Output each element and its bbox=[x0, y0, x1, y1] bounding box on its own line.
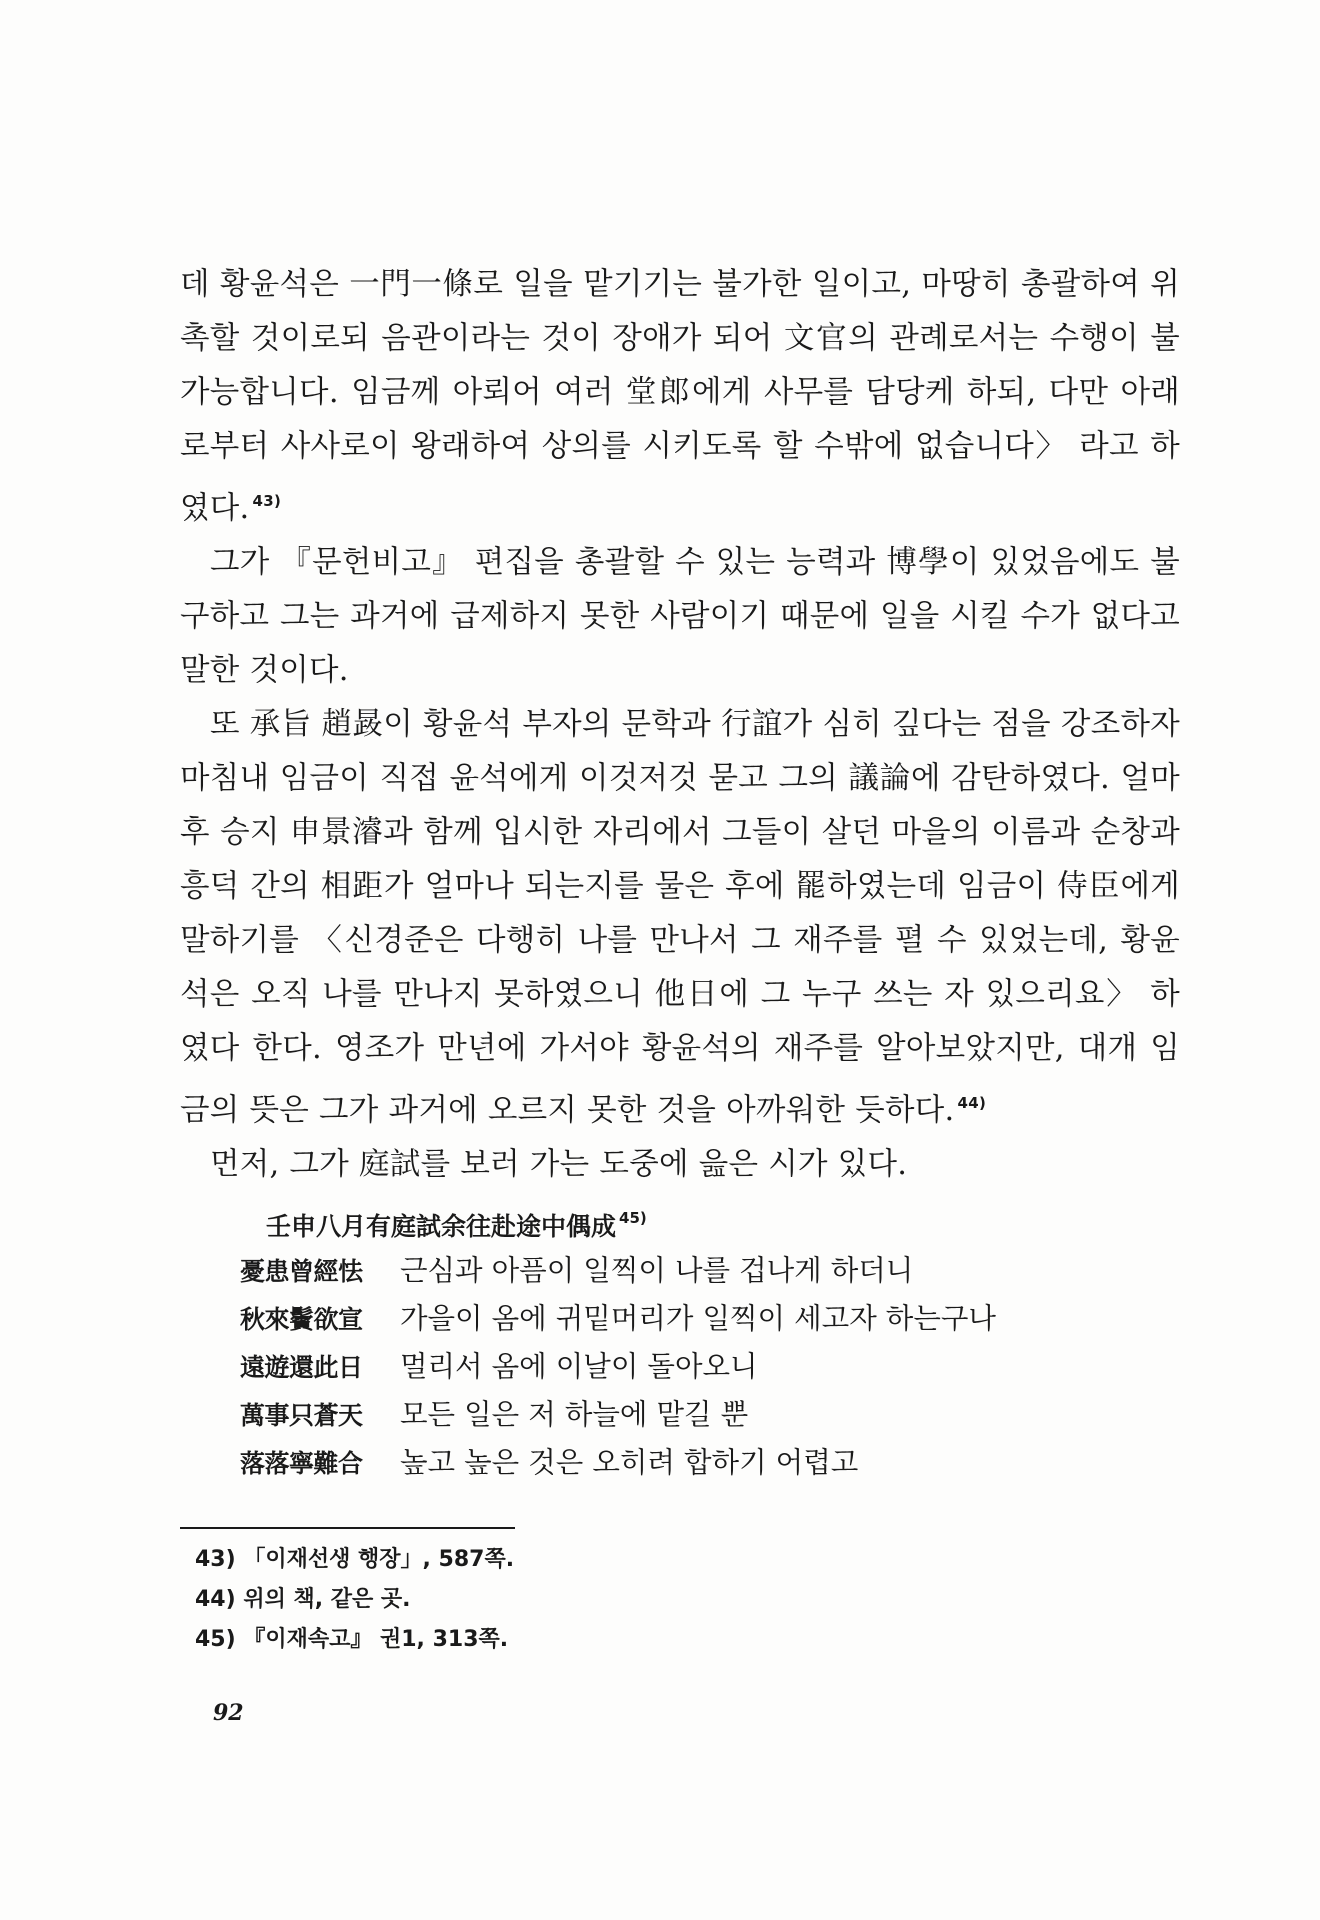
footnote-45: 45) 『이재속고』 권1, 313쪽. bbox=[195, 1627, 509, 1652]
paragraph-1 bbox=[180, 258, 1180, 536]
poem bbox=[240, 1198, 1060, 1487]
poem-line-korean: 가을이 옴에 귀밑머리가 일찍이 세고자 하는구나 bbox=[400, 1302, 996, 1335]
poem-line-hanja: 秋來鬢欲宣 bbox=[240, 1305, 363, 1334]
footnote-43: 43) 「이재선생 행장」, 587쪽. bbox=[195, 1547, 515, 1572]
footnotes bbox=[195, 1540, 895, 1660]
paragraph-3 bbox=[180, 698, 1180, 1138]
footnote-ref-43: 43) bbox=[252, 492, 282, 510]
page-number: 92 bbox=[213, 1700, 244, 1726]
footnote-ref-44: 44) bbox=[957, 1094, 987, 1112]
poem-line-hanja: 遠遊還此日 bbox=[240, 1353, 363, 1382]
poem-line-korean: 높고 높은 것은 오히려 합하기 어렵고 bbox=[400, 1446, 859, 1479]
poem-line-hanja: 落落寧難合 bbox=[240, 1449, 363, 1478]
poem-line-korean: 멀리서 옴에 이날이 돌아오니 bbox=[400, 1350, 758, 1383]
footnote-ref-45: 45) bbox=[619, 1209, 647, 1227]
poem-line bbox=[240, 1247, 1060, 1295]
footnote-44: 44) 위의 책, 같은 곳. bbox=[195, 1587, 411, 1612]
paragraph-1-text: 데 황윤석은 一門一條로 일을 맡기기는 불가한 일이고, 마땅히 총괄하여 위촉할 것이로되 음관이라는 것이 장애가 되어 文官의 관례로서는 수행이 불가능합니다. 임금께 아뢰어 여러 堂郎에게 사무를 담당케 하되, 다만 아래로부터 사사로이 왕래하여 상의를 시키도록 할 수밖에 없습니다〉 라고 하였다. bbox=[180, 267, 1180, 526]
poem-line-hanja: 萬事只蒼天 bbox=[240, 1401, 363, 1430]
poem-line-korean: 근심과 아픔이 일찍이 나를 겁나게 하더니 bbox=[400, 1254, 914, 1287]
poem-line bbox=[240, 1295, 1060, 1343]
poem-line bbox=[240, 1391, 1060, 1439]
poem-line bbox=[240, 1343, 1060, 1391]
poem-title-text: 壬申八月有庭試余往赴途中偶成 bbox=[266, 1212, 617, 1241]
paragraph-3-text: 또 承旨 趙晸이 황윤석 부자의 문학과 行誼가 심히 깊다는 점을 강조하자 마침내 임금이 직접 윤석에게 이것저것 묻고 그의 議論에 감탄하였다. 얼마 후 승지 申景濬과 함께 입시한 자리에서 그들이 살던 마을의 이름과 순창과 흥덕 간의 相距가 얼마나 되는지를 물은 후에 罷하였는데 임금이 侍臣에게 말하기를 〈신경준은 다행히 나를 만나서 그 재주를 펼 수 있었는데, 황윤석은 오직 나를 만나지 못하였으니 他日에 그 누구 쓰는 자 있으리요〉 하였다 한다. 영조가 만년에 가서야 황윤석의 재주를 알아보았지만, 대개 임금의 뜻은 그가 과거에 오르지 못한 것을 아까워한 듯하다. bbox=[180, 707, 1180, 1128]
poem-line-korean: 모든 일은 저 하늘에 맡길 뿐 bbox=[400, 1398, 749, 1431]
paragraph-2 bbox=[180, 536, 1180, 698]
footnote-divider bbox=[180, 1527, 515, 1529]
paragraph-4-text: 먼저, 그가 庭試를 보러 가는 도중에 읊은 시가 있다. bbox=[210, 1147, 908, 1182]
poem-title bbox=[266, 1198, 1060, 1247]
poem-line-hanja: 憂患曾經怯 bbox=[240, 1257, 363, 1286]
paragraph-2-text: 그가 『문헌비고』 편집을 총괄할 수 있는 능력과 博學이 있었음에도 불구하고 그는 과거에 급제하지 못한 사람이기 때문에 일을 시킬 수가 없다고 말한 것이다. bbox=[180, 545, 1180, 688]
poem-line bbox=[240, 1439, 1060, 1487]
body-text bbox=[180, 258, 1180, 1192]
paragraph-4 bbox=[180, 1138, 1180, 1192]
